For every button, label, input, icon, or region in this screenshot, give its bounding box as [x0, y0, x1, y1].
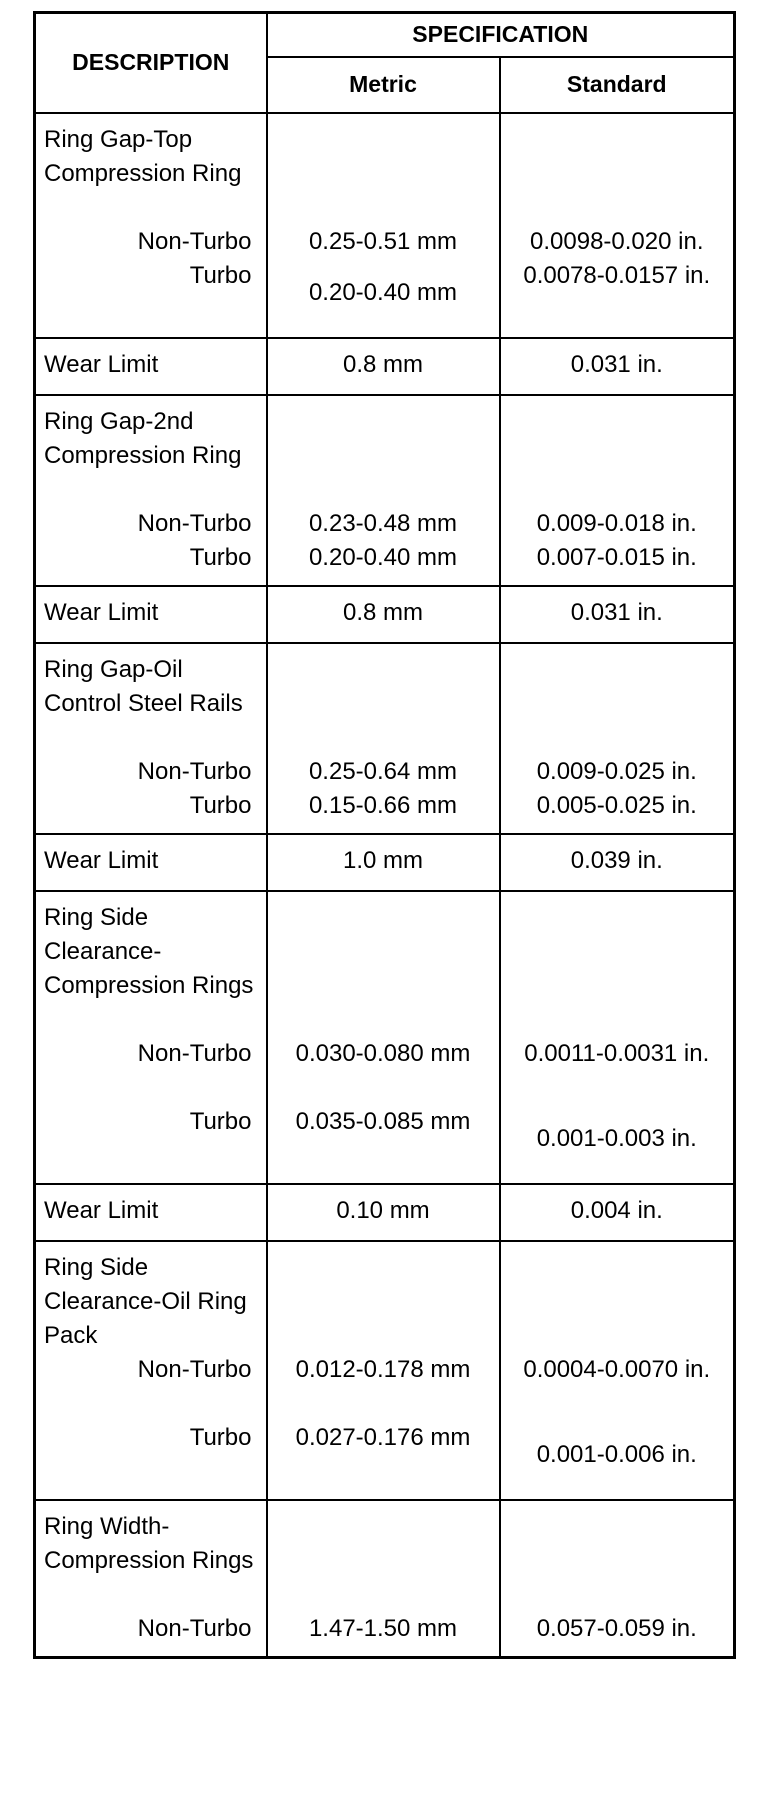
metric-spacer	[276, 1251, 491, 1353]
standard-value: 0.009-0.018 in.	[536, 509, 697, 537]
metric-cell	[267, 338, 500, 395]
standard-content	[501, 892, 734, 1183]
description-content	[36, 1185, 266, 1240]
standard-value: 0.005-0.025 in.	[536, 791, 697, 819]
standard-value: 0.009-0.025 in.	[536, 757, 697, 785]
description-cell	[35, 338, 267, 395]
description-cell	[35, 395, 267, 586]
group-title: Ring Gap-2nd Compression Ring	[44, 407, 242, 469]
metric-value: 0.20-0.40 mm	[308, 543, 458, 571]
standard-cell	[500, 586, 735, 643]
description-content	[36, 339, 266, 394]
spec-group-row	[35, 891, 735, 1184]
metric-content	[268, 587, 499, 642]
group-title: Wear Limit	[44, 350, 159, 378]
metric-cell	[267, 643, 500, 834]
group-title: Wear Limit	[44, 598, 159, 626]
group-title: Ring Side Clearance-Oil Ring Pack	[44, 1253, 247, 1349]
description-cell	[35, 113, 267, 338]
spec-group-row	[35, 113, 735, 338]
group-title: Wear Limit	[44, 1196, 159, 1224]
specification-header: SPECIFICATION	[267, 13, 735, 57]
description-header: DESCRIPTION	[35, 13, 267, 113]
variant-label: Non-Turbo	[137, 1039, 252, 1067]
standard-value: 0.057-0.059 in.	[536, 1614, 697, 1642]
metric-content	[268, 396, 499, 585]
spec-group-row	[35, 395, 735, 586]
description-cell	[35, 1184, 267, 1241]
standard-value: 0.0004-0.0070 in.	[523, 1355, 711, 1383]
metric-spacer	[276, 653, 491, 755]
metric-value: 0.027-0.176 mm	[295, 1423, 471, 1451]
variant-label: Non-Turbo	[137, 1614, 252, 1642]
metric-value: 1.47-1.50 mm	[308, 1614, 458, 1642]
variant-label: Non-Turbo	[137, 757, 252, 785]
standard-content	[501, 835, 734, 890]
metric-value: 0.8 mm	[342, 350, 423, 378]
metric-content	[268, 1501, 499, 1656]
metric-cell	[267, 1241, 500, 1500]
description-content	[36, 644, 266, 833]
spec-group-row	[35, 1500, 735, 1658]
standard-content	[501, 1185, 734, 1240]
variant-label: Non-Turbo	[137, 227, 252, 255]
description-content	[36, 835, 266, 890]
standard-content	[501, 1501, 734, 1656]
standard-cell	[500, 1500, 735, 1658]
standard-value: 0.0011-0.0031 in.	[524, 1039, 710, 1067]
metric-content	[268, 644, 499, 833]
metric-header: Metric	[267, 57, 500, 113]
group-title: Ring Side Clearance-Compression Rings	[44, 903, 254, 999]
description-content	[36, 1501, 266, 1656]
variant-label: Turbo	[189, 791, 252, 819]
standard-value: 0.004 in.	[570, 1196, 663, 1224]
standard-content	[501, 587, 734, 642]
group-title: Ring Width-Compression Rings	[44, 1512, 254, 1574]
description-cell	[35, 1500, 267, 1658]
description-content	[36, 114, 266, 337]
standard-spacer	[509, 1251, 726, 1353]
standard-content	[501, 644, 734, 833]
description-cell	[35, 1241, 267, 1500]
description-cell	[35, 586, 267, 643]
metric-cell	[267, 113, 500, 338]
metric-value: 0.012-0.178 mm	[295, 1355, 471, 1383]
metric-content	[268, 1242, 499, 1499]
standard-value: 0.0078-0.0157 in.	[523, 261, 711, 289]
standard-cell	[500, 643, 735, 834]
metric-content	[268, 835, 499, 890]
metric-cell	[267, 395, 500, 586]
metric-content	[268, 1185, 499, 1240]
standard-value: 0.001-0.006 in.	[536, 1440, 697, 1468]
standard-content	[501, 1242, 734, 1499]
spec-group-row	[35, 1241, 735, 1500]
standard-header: Standard	[500, 57, 735, 113]
spec-group-row	[35, 643, 735, 834]
metric-spacer	[276, 1510, 491, 1612]
description-content	[36, 1242, 266, 1499]
variant-label: Turbo	[189, 1423, 252, 1451]
metric-value: 0.15-0.66 mm	[308, 791, 458, 819]
standard-value: 0.001-0.003 in.	[536, 1124, 697, 1152]
standard-cell	[500, 1184, 735, 1241]
description-cell	[35, 891, 267, 1184]
metric-spacer	[276, 123, 491, 225]
metric-content	[268, 339, 499, 394]
standard-cell	[500, 1241, 735, 1500]
metric-value: 0.8 mm	[342, 598, 423, 626]
variant-label: Turbo	[189, 1107, 252, 1135]
standard-cell	[500, 113, 735, 338]
group-title: Ring Gap-Oil Control Steel Rails	[44, 655, 243, 717]
description-cell	[35, 834, 267, 891]
standard-value: 0.039 in.	[570, 846, 663, 874]
standard-cell	[500, 338, 735, 395]
standard-content	[501, 114, 734, 337]
spec-table	[33, 11, 736, 1659]
spec-group-row	[35, 338, 735, 395]
metric-cell	[267, 834, 500, 891]
standard-content	[501, 339, 734, 394]
metric-value: 1.0 mm	[342, 846, 423, 874]
metric-value: 0.25-0.64 mm	[308, 757, 458, 785]
variant-label: Turbo	[189, 261, 252, 289]
metric-content	[268, 114, 499, 337]
standard-content	[501, 396, 734, 585]
description-content	[36, 587, 266, 642]
metric-cell	[267, 1184, 500, 1241]
standard-value: 0.031 in.	[570, 598, 663, 626]
metric-content	[268, 892, 499, 1183]
metric-spacer	[276, 405, 491, 507]
description-content	[36, 892, 266, 1183]
group-title: Ring Gap-Top Compression Ring	[44, 125, 242, 187]
standard-value: 0.0098-0.020 in.	[530, 227, 704, 255]
standard-spacer	[509, 1510, 726, 1612]
spec-body	[35, 113, 735, 1658]
standard-value: 0.007-0.015 in.	[536, 543, 697, 571]
variant-label: Turbo	[189, 543, 252, 571]
standard-spacer	[509, 653, 726, 755]
metric-cell	[267, 586, 500, 643]
spec-group-row	[35, 1184, 735, 1241]
metric-value: 0.23-0.48 mm	[308, 509, 458, 537]
standard-spacer	[509, 123, 726, 225]
spec-group-row	[35, 586, 735, 643]
metric-value: 0.10 mm	[336, 1196, 430, 1224]
metric-value: 0.20-0.40 mm	[308, 278, 458, 306]
standard-cell	[500, 834, 735, 891]
spec-group-row	[35, 834, 735, 891]
standard-cell	[500, 395, 735, 586]
group-title: Wear Limit	[44, 846, 159, 874]
metric-value: 0.035-0.085 mm	[295, 1107, 471, 1135]
variant-label: Non-Turbo	[137, 1355, 252, 1383]
metric-cell	[267, 1500, 500, 1658]
description-cell	[35, 643, 267, 834]
metric-value: 0.25-0.51 mm	[308, 227, 458, 255]
standard-spacer	[509, 405, 726, 507]
standard-cell	[500, 891, 735, 1184]
metric-cell	[267, 891, 500, 1184]
standard-spacer	[509, 901, 726, 1037]
standard-value: 0.031 in.	[570, 350, 663, 378]
metric-value: 0.030-0.080 mm	[295, 1039, 471, 1067]
metric-spacer	[276, 901, 491, 1037]
variant-label: Non-Turbo	[137, 509, 252, 537]
description-content	[36, 396, 266, 585]
